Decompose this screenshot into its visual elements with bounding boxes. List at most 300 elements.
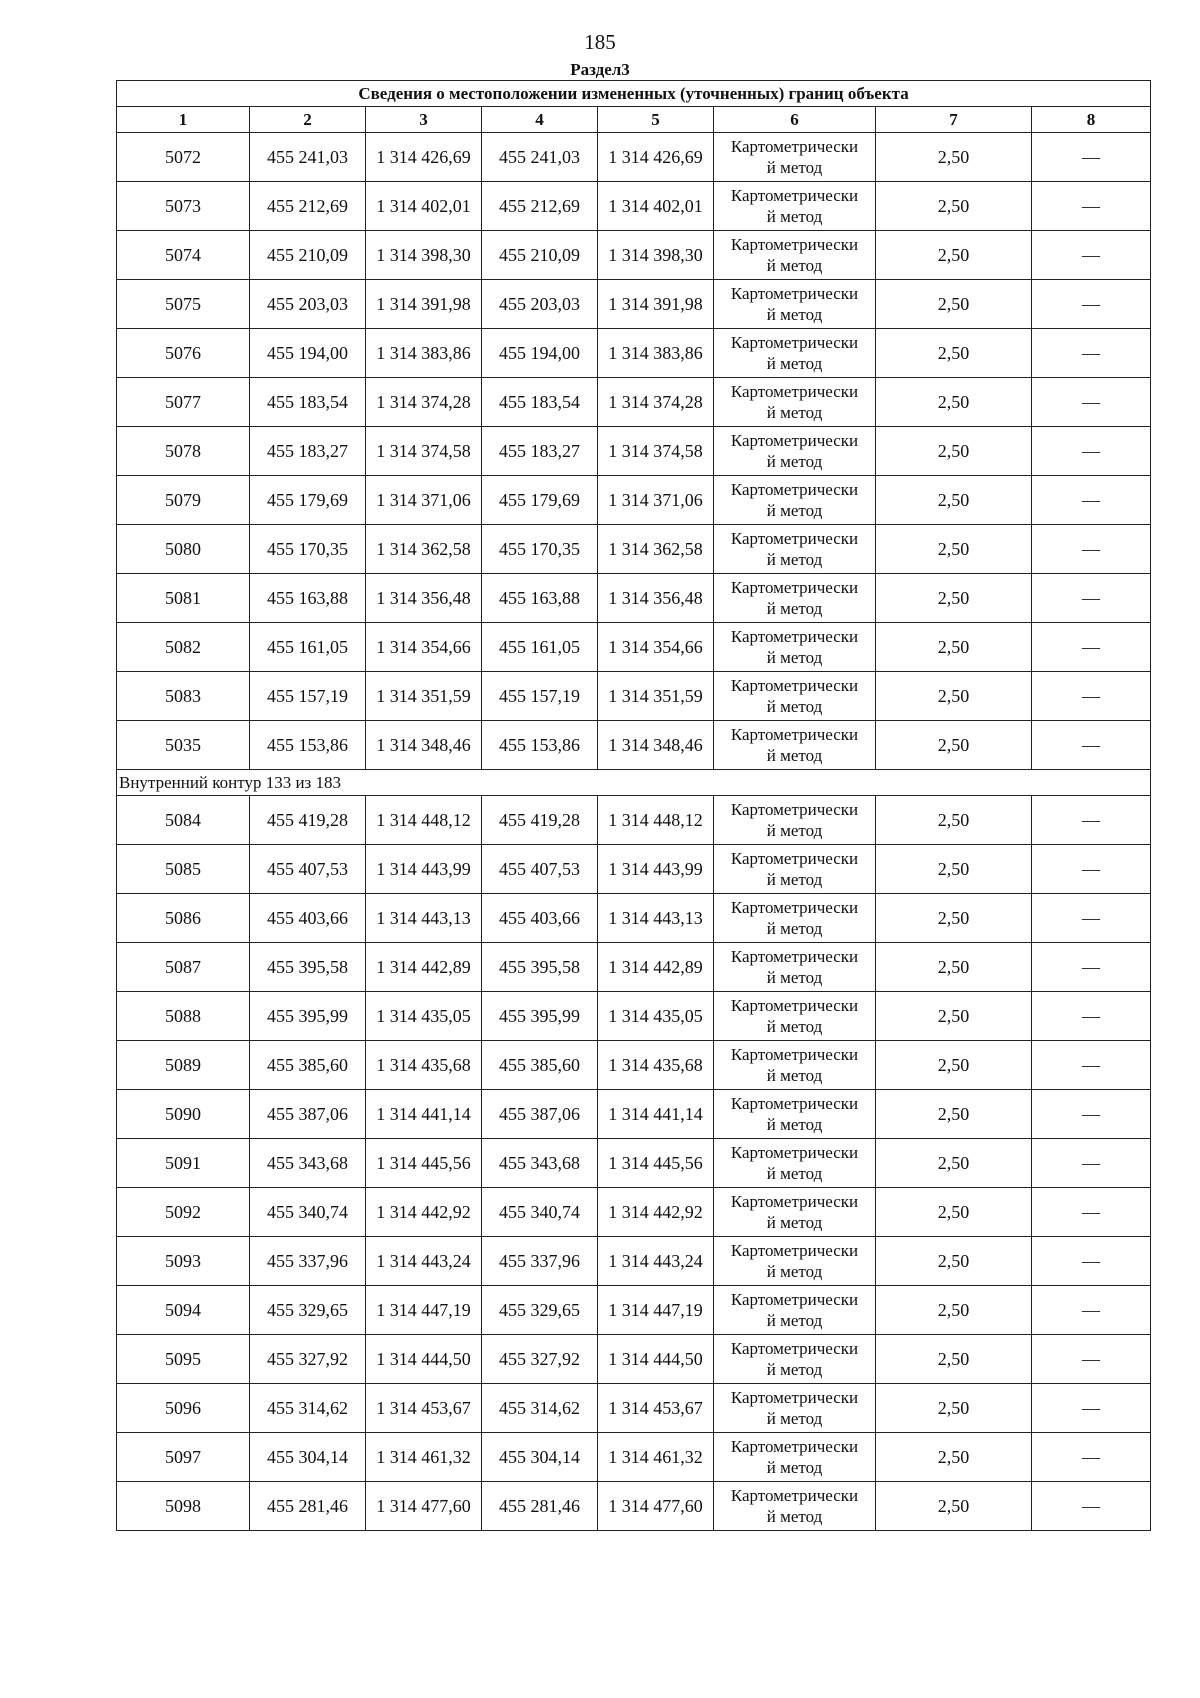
y-coordinate-cell: 1 314 435,68 <box>366 1041 482 1090</box>
x-coordinate-cell: 455 385,60 <box>250 1041 366 1090</box>
method-line-1: Картометрически <box>730 725 859 744</box>
x-coordinate-refined-cell: 455 395,99 <box>482 992 598 1041</box>
method-cell <box>714 1335 876 1384</box>
description-cell: — <box>1032 894 1151 943</box>
x-coordinate-refined-cell: 455 327,92 <box>482 1335 598 1384</box>
method-line-1: Картометрически <box>730 849 859 868</box>
method-cell <box>714 1482 876 1531</box>
method-cell <box>714 845 876 894</box>
method-line-2: й метод <box>766 1213 823 1232</box>
y-coordinate-refined-cell: 1 314 354,66 <box>598 623 714 672</box>
y-coordinate-refined-cell: 1 314 351,59 <box>598 672 714 721</box>
accuracy-cell: 2,50 <box>876 992 1032 1041</box>
y-coordinate-cell: 1 314 426,69 <box>366 133 482 182</box>
method-line-1: Картометрически <box>730 1290 859 1309</box>
method-cell <box>714 476 876 525</box>
y-coordinate-refined-cell: 1 314 441,14 <box>598 1090 714 1139</box>
method-line-2: й метод <box>766 697 823 716</box>
x-coordinate-cell: 455 340,74 <box>250 1188 366 1237</box>
x-coordinate-refined-cell: 455 407,53 <box>482 845 598 894</box>
method-line-1: Картометрически <box>730 1486 859 1505</box>
point-number-cell: 5081 <box>117 574 250 623</box>
point-number-cell: 5073 <box>117 182 250 231</box>
x-coordinate-cell: 455 395,58 <box>250 943 366 992</box>
x-coordinate-refined-cell: 455 153,86 <box>482 721 598 770</box>
method-line-1: Картометрически <box>730 578 859 597</box>
description-cell: — <box>1032 1384 1151 1433</box>
description-cell: — <box>1032 476 1151 525</box>
method-line-1: Картометрически <box>730 1094 859 1113</box>
column-number: 2 <box>250 107 366 133</box>
method-cell <box>714 1188 876 1237</box>
table-row <box>117 845 1151 894</box>
method-line-2: й метод <box>766 1164 823 1183</box>
y-coordinate-refined-cell: 1 314 391,98 <box>598 280 714 329</box>
accuracy-cell: 2,50 <box>876 574 1032 623</box>
contour-label-row <box>117 770 1151 796</box>
column-number: 7 <box>876 107 1032 133</box>
point-number-cell: 5084 <box>117 796 250 845</box>
description-cell: — <box>1032 133 1151 182</box>
point-number-cell: 5090 <box>117 1090 250 1139</box>
accuracy-cell: 2,50 <box>876 427 1032 476</box>
method-line-2: й метод <box>766 1311 823 1330</box>
x-coordinate-cell: 455 337,96 <box>250 1237 366 1286</box>
x-coordinate-refined-cell: 455 340,74 <box>482 1188 598 1237</box>
method-line-1: Картометрически <box>730 333 859 352</box>
table-row <box>117 231 1151 280</box>
y-coordinate-refined-cell: 1 314 348,46 <box>598 721 714 770</box>
point-number-cell: 5087 <box>117 943 250 992</box>
x-coordinate-refined-cell: 455 183,54 <box>482 378 598 427</box>
method-line-1: Картометрически <box>730 627 859 646</box>
accuracy-cell: 2,50 <box>876 1286 1032 1335</box>
x-coordinate-cell: 455 210,09 <box>250 231 366 280</box>
description-cell: — <box>1032 427 1151 476</box>
method-cell <box>714 1384 876 1433</box>
x-coordinate-cell: 455 314,62 <box>250 1384 366 1433</box>
method-line-2: й метод <box>766 746 823 765</box>
accuracy-cell: 2,50 <box>876 1090 1032 1139</box>
description-cell: — <box>1032 845 1151 894</box>
point-number-cell: 5078 <box>117 427 250 476</box>
method-line-2: й метод <box>766 968 823 987</box>
y-coordinate-cell: 1 314 374,58 <box>366 427 482 476</box>
table-row <box>117 574 1151 623</box>
y-coordinate-refined-cell: 1 314 356,48 <box>598 574 714 623</box>
method-cell <box>714 672 876 721</box>
point-number-cell: 5079 <box>117 476 250 525</box>
point-number-cell: 5072 <box>117 133 250 182</box>
y-coordinate-refined-cell: 1 314 371,06 <box>598 476 714 525</box>
x-coordinate-cell: 455 304,14 <box>250 1433 366 1482</box>
table-row <box>117 1384 1151 1433</box>
y-coordinate-cell: 1 314 441,14 <box>366 1090 482 1139</box>
x-coordinate-refined-cell: 455 314,62 <box>482 1384 598 1433</box>
y-coordinate-refined-cell: 1 314 426,69 <box>598 133 714 182</box>
point-number-cell: 5097 <box>117 1433 250 1482</box>
method-cell <box>714 1286 876 1335</box>
x-coordinate-refined-cell: 455 403,66 <box>482 894 598 943</box>
accuracy-cell: 2,50 <box>876 329 1032 378</box>
table-row <box>117 1482 1151 1531</box>
y-coordinate-cell: 1 314 402,01 <box>366 182 482 231</box>
table-row <box>117 672 1151 721</box>
x-coordinate-cell: 455 212,69 <box>250 182 366 231</box>
accuracy-cell: 2,50 <box>876 1188 1032 1237</box>
point-number-cell: 5094 <box>117 1286 250 1335</box>
method-cell <box>714 525 876 574</box>
x-coordinate-cell: 455 194,00 <box>250 329 366 378</box>
method-line-1: Картометрически <box>730 1437 859 1456</box>
x-coordinate-refined-cell: 455 395,58 <box>482 943 598 992</box>
method-line-2: й метод <box>766 158 823 177</box>
y-coordinate-cell: 1 314 348,46 <box>366 721 482 770</box>
y-coordinate-refined-cell: 1 314 383,86 <box>598 329 714 378</box>
x-coordinate-cell: 455 403,66 <box>250 894 366 943</box>
accuracy-cell: 2,50 <box>876 894 1032 943</box>
method-line-2: й метод <box>766 648 823 667</box>
method-cell <box>714 943 876 992</box>
column-number: 5 <box>598 107 714 133</box>
x-coordinate-cell: 455 419,28 <box>250 796 366 845</box>
point-number-cell: 5082 <box>117 623 250 672</box>
x-coordinate-refined-cell: 455 281,46 <box>482 1482 598 1531</box>
method-line-2: й метод <box>766 821 823 840</box>
method-cell <box>714 1433 876 1482</box>
y-coordinate-cell: 1 314 442,89 <box>366 943 482 992</box>
y-coordinate-refined-cell: 1 314 442,89 <box>598 943 714 992</box>
method-line-2: й метод <box>766 1458 823 1477</box>
method-line-2: й метод <box>766 870 823 889</box>
table-row <box>117 1090 1151 1139</box>
point-number-cell: 5095 <box>117 1335 250 1384</box>
method-line-2: й метод <box>766 1409 823 1428</box>
method-line-2: й метод <box>766 550 823 569</box>
y-coordinate-cell: 1 314 383,86 <box>366 329 482 378</box>
method-line-2: й метод <box>766 1017 823 1036</box>
method-cell <box>714 574 876 623</box>
accuracy-cell: 2,50 <box>876 1482 1032 1531</box>
y-coordinate-cell: 1 314 435,05 <box>366 992 482 1041</box>
method-line-1: Картометрически <box>730 947 859 966</box>
accuracy-cell: 2,50 <box>876 623 1032 672</box>
y-coordinate-refined-cell: 1 314 448,12 <box>598 796 714 845</box>
method-cell <box>714 280 876 329</box>
y-coordinate-refined-cell: 1 314 442,92 <box>598 1188 714 1237</box>
x-coordinate-cell: 455 327,92 <box>250 1335 366 1384</box>
column-number: 6 <box>714 107 876 133</box>
point-number-cell: 5075 <box>117 280 250 329</box>
method-line-2: й метод <box>766 1066 823 1085</box>
table-row <box>117 329 1151 378</box>
accuracy-cell: 2,50 <box>876 1237 1032 1286</box>
table-row <box>117 1188 1151 1237</box>
x-coordinate-cell: 455 281,46 <box>250 1482 366 1531</box>
method-line-1: Картометрически <box>730 382 859 401</box>
accuracy-cell: 2,50 <box>876 1041 1032 1090</box>
method-line-1: Картометрически <box>730 137 859 156</box>
method-line-1: Картометрически <box>730 676 859 695</box>
method-cell <box>714 894 876 943</box>
point-number-cell: 5076 <box>117 329 250 378</box>
method-line-1: Картометрически <box>730 1045 859 1064</box>
method-line-2: й метод <box>766 354 823 373</box>
description-cell: — <box>1032 1237 1151 1286</box>
x-coordinate-cell: 455 329,65 <box>250 1286 366 1335</box>
y-coordinate-cell: 1 314 448,12 <box>366 796 482 845</box>
x-coordinate-refined-cell: 455 387,06 <box>482 1090 598 1139</box>
y-coordinate-refined-cell: 1 314 443,13 <box>598 894 714 943</box>
method-line-1: Картометрически <box>730 431 859 450</box>
x-coordinate-refined-cell: 455 212,69 <box>482 182 598 231</box>
y-coordinate-cell: 1 314 443,99 <box>366 845 482 894</box>
y-coordinate-cell: 1 314 391,98 <box>366 280 482 329</box>
method-cell <box>714 133 876 182</box>
x-coordinate-cell: 455 387,06 <box>250 1090 366 1139</box>
contour-label: Внутренний контур 133 из 183 <box>117 770 1151 796</box>
method-cell <box>714 796 876 845</box>
description-cell: — <box>1032 182 1151 231</box>
y-coordinate-refined-cell: 1 314 445,56 <box>598 1139 714 1188</box>
method-line-1: Картометрически <box>730 1192 859 1211</box>
table-row <box>117 1237 1151 1286</box>
point-number-cell: 5077 <box>117 378 250 427</box>
table-row <box>117 525 1151 574</box>
y-coordinate-refined-cell: 1 314 443,99 <box>598 845 714 894</box>
table-row <box>117 1286 1151 1335</box>
description-cell: — <box>1032 1188 1151 1237</box>
description-cell: — <box>1032 329 1151 378</box>
method-line-2: й метод <box>766 1360 823 1379</box>
method-line-2: й метод <box>766 207 823 226</box>
x-coordinate-cell: 455 183,54 <box>250 378 366 427</box>
description-cell: — <box>1032 1286 1151 1335</box>
description-cell: — <box>1032 525 1151 574</box>
method-line-2: й метод <box>766 256 823 275</box>
y-coordinate-cell: 1 314 351,59 <box>366 672 482 721</box>
accuracy-cell: 2,50 <box>876 378 1032 427</box>
point-number-cell: 5098 <box>117 1482 250 1531</box>
column-number-row <box>117 107 1151 133</box>
point-number-cell: 5086 <box>117 894 250 943</box>
y-coordinate-refined-cell: 1 314 435,68 <box>598 1041 714 1090</box>
y-coordinate-cell: 1 314 453,67 <box>366 1384 482 1433</box>
x-coordinate-refined-cell: 455 194,00 <box>482 329 598 378</box>
method-line-1: Картометрически <box>730 186 859 205</box>
method-line-2: й метод <box>766 919 823 938</box>
method-line-1: Картометрически <box>730 898 859 917</box>
method-line-1: Картометрически <box>730 235 859 254</box>
x-coordinate-cell: 455 170,35 <box>250 525 366 574</box>
description-cell: — <box>1032 1433 1151 1482</box>
point-number-cell: 5096 <box>117 1384 250 1433</box>
y-coordinate-refined-cell: 1 314 374,58 <box>598 427 714 476</box>
x-coordinate-refined-cell: 455 203,03 <box>482 280 598 329</box>
boundary-coordinates-table <box>116 80 1151 1531</box>
description-cell: — <box>1032 1090 1151 1139</box>
x-coordinate-refined-cell: 455 241,03 <box>482 133 598 182</box>
x-coordinate-cell: 455 157,19 <box>250 672 366 721</box>
point-number-cell: 5085 <box>117 845 250 894</box>
table-caption: Сведения о местоположении измененных (уточненных) границ объекта <box>117 81 1151 107</box>
description-cell: — <box>1032 623 1151 672</box>
method-cell <box>714 1139 876 1188</box>
description-cell: — <box>1032 231 1151 280</box>
y-coordinate-cell: 1 314 477,60 <box>366 1482 482 1531</box>
table-row <box>117 894 1151 943</box>
table-row <box>117 796 1151 845</box>
description-cell: — <box>1032 1335 1151 1384</box>
y-coordinate-refined-cell: 1 314 453,67 <box>598 1384 714 1433</box>
method-line-1: Картометрически <box>730 284 859 303</box>
x-coordinate-refined-cell: 455 343,68 <box>482 1139 598 1188</box>
y-coordinate-refined-cell: 1 314 447,19 <box>598 1286 714 1335</box>
x-coordinate-cell: 455 395,99 <box>250 992 366 1041</box>
y-coordinate-refined-cell: 1 314 435,05 <box>598 992 714 1041</box>
table-row <box>117 1139 1151 1188</box>
method-line-1: Картометрически <box>730 1241 859 1260</box>
table-row <box>117 992 1151 1041</box>
table-row <box>117 1433 1151 1482</box>
method-line-1: Картометрически <box>730 1143 859 1162</box>
method-cell <box>714 182 876 231</box>
y-coordinate-refined-cell: 1 314 402,01 <box>598 182 714 231</box>
y-coordinate-cell: 1 314 445,56 <box>366 1139 482 1188</box>
x-coordinate-cell: 455 161,05 <box>250 623 366 672</box>
column-number: 1 <box>117 107 250 133</box>
point-number-cell: 5083 <box>117 672 250 721</box>
accuracy-cell: 2,50 <box>876 280 1032 329</box>
x-coordinate-refined-cell: 455 419,28 <box>482 796 598 845</box>
y-coordinate-refined-cell: 1 314 477,60 <box>598 1482 714 1531</box>
table-row <box>117 427 1151 476</box>
x-coordinate-cell: 455 343,68 <box>250 1139 366 1188</box>
accuracy-cell: 2,50 <box>876 1335 1032 1384</box>
y-coordinate-cell: 1 314 444,50 <box>366 1335 482 1384</box>
description-cell: — <box>1032 943 1151 992</box>
x-coordinate-refined-cell: 455 183,27 <box>482 427 598 476</box>
accuracy-cell: 2,50 <box>876 796 1032 845</box>
x-coordinate-cell: 455 183,27 <box>250 427 366 476</box>
method-line-2: й метод <box>766 599 823 618</box>
accuracy-cell: 2,50 <box>876 476 1032 525</box>
section-title: Раздел3 <box>570 60 630 79</box>
x-coordinate-refined-cell: 455 337,96 <box>482 1237 598 1286</box>
point-number-cell: 5080 <box>117 525 250 574</box>
accuracy-cell: 2,50 <box>876 1433 1032 1482</box>
table-row <box>117 476 1151 525</box>
method-line-1: Картометрически <box>730 996 859 1015</box>
method-cell <box>714 231 876 280</box>
x-coordinate-refined-cell: 455 329,65 <box>482 1286 598 1335</box>
method-line-2: й метод <box>766 305 823 324</box>
method-cell <box>714 1041 876 1090</box>
accuracy-cell: 2,50 <box>876 721 1032 770</box>
y-coordinate-cell: 1 314 443,24 <box>366 1237 482 1286</box>
accuracy-cell: 2,50 <box>876 231 1032 280</box>
description-cell: — <box>1032 796 1151 845</box>
y-coordinate-cell: 1 314 362,58 <box>366 525 482 574</box>
table-row <box>117 378 1151 427</box>
y-coordinate-refined-cell: 1 314 444,50 <box>598 1335 714 1384</box>
y-coordinate-cell: 1 314 447,19 <box>366 1286 482 1335</box>
accuracy-cell: 2,50 <box>876 525 1032 574</box>
table-row <box>117 1335 1151 1384</box>
x-coordinate-cell: 455 163,88 <box>250 574 366 623</box>
method-line-2: й метод <box>766 1262 823 1281</box>
accuracy-cell: 2,50 <box>876 182 1032 231</box>
method-line-2: й метод <box>766 1507 823 1526</box>
table-row <box>117 280 1151 329</box>
x-coordinate-cell: 455 179,69 <box>250 476 366 525</box>
point-number-cell: 5091 <box>117 1139 250 1188</box>
point-number-cell: 5089 <box>117 1041 250 1090</box>
method-cell <box>714 721 876 770</box>
description-cell: — <box>1032 721 1151 770</box>
y-coordinate-cell: 1 314 442,92 <box>366 1188 482 1237</box>
description-cell: — <box>1032 378 1151 427</box>
method-line-2: й метод <box>766 452 823 471</box>
method-cell <box>714 623 876 672</box>
accuracy-cell: 2,50 <box>876 943 1032 992</box>
y-coordinate-refined-cell: 1 314 362,58 <box>598 525 714 574</box>
point-number-cell: 5092 <box>117 1188 250 1237</box>
x-coordinate-refined-cell: 455 157,19 <box>482 672 598 721</box>
y-coordinate-refined-cell: 1 314 443,24 <box>598 1237 714 1286</box>
column-number: 8 <box>1032 107 1151 133</box>
y-coordinate-cell: 1 314 354,66 <box>366 623 482 672</box>
point-number-cell: 5093 <box>117 1237 250 1286</box>
x-coordinate-refined-cell: 455 210,09 <box>482 231 598 280</box>
x-coordinate-cell: 455 153,86 <box>250 721 366 770</box>
description-cell: — <box>1032 672 1151 721</box>
x-coordinate-cell: 455 241,03 <box>250 133 366 182</box>
description-cell: — <box>1032 1482 1151 1531</box>
x-coordinate-refined-cell: 455 179,69 <box>482 476 598 525</box>
method-cell <box>714 1090 876 1139</box>
method-line-2: й метод <box>766 1115 823 1134</box>
y-coordinate-refined-cell: 1 314 461,32 <box>598 1433 714 1482</box>
accuracy-cell: 2,50 <box>876 845 1032 894</box>
table-row <box>117 1041 1151 1090</box>
x-coordinate-refined-cell: 455 304,14 <box>482 1433 598 1482</box>
x-coordinate-refined-cell: 455 170,35 <box>482 525 598 574</box>
table-row <box>117 623 1151 672</box>
accuracy-cell: 2,50 <box>876 133 1032 182</box>
x-coordinate-cell: 455 407,53 <box>250 845 366 894</box>
x-coordinate-refined-cell: 455 163,88 <box>482 574 598 623</box>
description-cell: — <box>1032 1041 1151 1090</box>
method-cell <box>714 427 876 476</box>
description-cell: — <box>1032 280 1151 329</box>
method-line-1: Картометрически <box>730 1339 859 1358</box>
description-cell: — <box>1032 574 1151 623</box>
y-coordinate-refined-cell: 1 314 374,28 <box>598 378 714 427</box>
y-coordinate-cell: 1 314 461,32 <box>366 1433 482 1482</box>
accuracy-cell: 2,50 <box>876 672 1032 721</box>
x-coordinate-refined-cell: 455 161,05 <box>482 623 598 672</box>
description-cell: — <box>1032 1139 1151 1188</box>
y-coordinate-cell: 1 314 374,28 <box>366 378 482 427</box>
y-coordinate-cell: 1 314 443,13 <box>366 894 482 943</box>
accuracy-cell: 2,50 <box>876 1139 1032 1188</box>
method-line-1: Картометрически <box>730 529 859 548</box>
method-cell <box>714 329 876 378</box>
accuracy-cell: 2,50 <box>876 1384 1032 1433</box>
method-line-2: й метод <box>766 403 823 422</box>
table-row <box>117 721 1151 770</box>
